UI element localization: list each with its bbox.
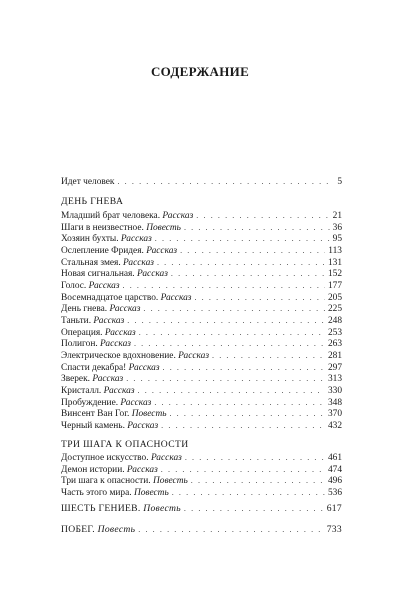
dot-leader	[184, 222, 330, 234]
entry-title: Хозяин бухты. Рассказ	[61, 234, 152, 245]
entry-title: Часть этого мира. Повесть	[61, 487, 169, 498]
toc-entry	[61, 245, 342, 257]
entry-title: Идет человек	[61, 177, 115, 187]
toc-entry	[61, 487, 342, 499]
entry-genre: Рассказ	[178, 350, 210, 361]
toc-entry	[61, 222, 342, 234]
page-title: СОДЕРЖАНИЕ	[150, 64, 250, 79]
dot-leader	[123, 280, 325, 292]
dot-leader	[139, 327, 325, 339]
entry-page: 330	[327, 385, 342, 396]
toc-entry	[61, 464, 342, 476]
toc-section-3	[61, 503, 342, 515]
toc-section-2	[61, 452, 342, 499]
toc-section-1	[61, 210, 342, 431]
entry-genre: Рассказ	[150, 453, 182, 463]
toc-entry	[61, 257, 342, 269]
entry-page: 263	[327, 339, 342, 350]
entry-title: Ослепление Фридея. Рассказ	[61, 245, 178, 256]
entry-page: 113	[328, 245, 342, 256]
entry-title: Кристалл. Рассказ	[61, 385, 135, 396]
entry-page: 474	[327, 464, 342, 475]
entry-page: 248	[327, 315, 342, 326]
toc-entry	[61, 338, 342, 350]
dot-leader	[163, 362, 325, 374]
toc-intro	[61, 176, 342, 188]
entry-genre: Рассказ	[160, 292, 192, 303]
toc-entry	[61, 373, 342, 385]
entry-title: Восемнадцатое царство. Рассказ	[61, 292, 192, 303]
toc-entry	[61, 292, 342, 304]
dot-leader	[138, 385, 325, 397]
entry-page: 152	[327, 269, 342, 280]
dot-leader	[184, 503, 324, 515]
entry-page: 205	[327, 292, 342, 303]
entry-genre: Рассказ	[123, 257, 154, 268]
entry-genre: Повесть	[133, 487, 169, 498]
entry-title: Пробуждение. Рассказ	[61, 397, 152, 408]
entry-title: Черный камень. Рассказ	[61, 420, 159, 431]
dot-leader	[185, 452, 325, 464]
entry-genre: Рассказ	[128, 362, 160, 373]
toc-entry	[61, 452, 342, 464]
dot-leader	[134, 338, 325, 350]
entry-title: Новая сигнальная. Рассказ	[61, 269, 168, 280]
entry-genre: Рассказ	[92, 374, 124, 385]
entry-genre: Повесть	[97, 524, 136, 535]
dot-leader	[212, 350, 325, 362]
entry-title: Доступное искусство. Рассказ	[61, 453, 182, 463]
entry-title: Зверек. Рассказ	[61, 374, 124, 385]
toc-entry	[61, 303, 342, 315]
entry-page: 5	[337, 177, 342, 187]
entry-title: Три шага к опасности. Повесть	[61, 476, 188, 487]
toc-entry	[61, 210, 342, 222]
entry-title: Таньти. Рассказ	[61, 315, 125, 326]
entry-page: 370	[327, 409, 342, 420]
dot-leader	[117, 176, 334, 188]
toc-entry	[61, 475, 342, 487]
entry-genre: Рассказ	[120, 234, 152, 245]
entry-title: Голос. Рассказ	[61, 280, 120, 291]
entry-page: 297	[327, 362, 342, 373]
toc-entry	[61, 280, 342, 292]
entry-page: 21	[332, 211, 342, 221]
entry-title: Демон истории. Рассказ	[61, 464, 158, 475]
section-heading: ДЕНЬ ГНЕВА	[61, 196, 124, 207]
dot-leader	[126, 373, 325, 385]
dot-leader	[172, 487, 325, 499]
toc-entry	[61, 233, 342, 245]
toc-entry	[61, 176, 342, 188]
entry-page: 733	[326, 524, 342, 535]
entry-page: 496	[327, 476, 342, 487]
dot-leader	[127, 315, 325, 327]
entry-title: Винсент Ван Гог. Повесть	[61, 409, 167, 420]
toc-entry	[61, 327, 342, 339]
entry-page: 432	[327, 420, 342, 431]
entry-genre: Рассказ	[100, 339, 131, 350]
entry-genre: Рассказ	[162, 211, 194, 221]
entry-genre: Рассказ	[120, 397, 152, 408]
entry-genre: Повесть	[143, 503, 181, 514]
entry-genre: Рассказ	[127, 420, 159, 431]
toc-entry	[61, 397, 342, 409]
toc-section-4	[61, 524, 342, 536]
entry-title: Стальная змея. Рассказ	[61, 257, 154, 268]
entry-page: 36	[332, 222, 342, 233]
entry-page: 461	[327, 453, 342, 463]
entry-title: Полигон. Рассказ	[61, 339, 131, 350]
entry-title: ШЕСТЬ ГЕНИЕВ. Повесть	[61, 503, 181, 514]
entry-genre: Рассказ	[109, 304, 141, 315]
toc-entry	[61, 315, 342, 327]
entry-genre: Повесть	[152, 476, 188, 487]
entry-title: Электрическое вдохновение. Рассказ	[61, 350, 210, 361]
entry-page: 313	[327, 374, 342, 385]
entry-genre: Рассказ	[88, 280, 120, 291]
dot-leader	[161, 464, 325, 476]
entry-title: ПОБЕГ. Повесть	[61, 524, 136, 535]
entry-genre: Повесть	[131, 409, 167, 420]
entry-page: 348	[327, 397, 342, 408]
entry-genre: Рассказ	[103, 385, 135, 396]
toc-entry	[61, 350, 342, 362]
dot-leader	[191, 475, 325, 487]
dot-leader	[157, 257, 325, 269]
entry-page: 225	[327, 304, 342, 315]
entry-genre: Рассказ	[126, 464, 158, 475]
entry-title: Младший брат человека. Рассказ	[61, 211, 194, 221]
dot-leader	[194, 292, 324, 304]
entry-genre: Рассказ	[146, 245, 178, 256]
entry-genre: Повесть	[146, 222, 181, 233]
entry-genre: Рассказ	[93, 315, 125, 326]
entry-genre: Рассказ	[137, 269, 168, 280]
entry-page: 177	[327, 280, 342, 291]
dot-leader	[161, 420, 325, 432]
entry-page: 536	[327, 487, 342, 498]
entry-title: Операция. Рассказ	[61, 327, 136, 338]
dot-leader	[196, 210, 329, 222]
entry-genre: Рассказ	[104, 327, 136, 338]
entry-page: 617	[326, 503, 342, 514]
dot-leader	[155, 233, 330, 245]
entry-page: 281	[327, 350, 342, 361]
toc-entry	[61, 503, 342, 515]
toc-entry	[61, 408, 342, 420]
toc-entry	[61, 420, 342, 432]
dot-leader	[169, 408, 324, 420]
toc-entry	[61, 524, 342, 536]
dot-leader	[154, 397, 325, 409]
toc-entry	[61, 385, 342, 397]
dot-leader	[171, 268, 325, 280]
section-heading: ТРИ ШАГА К ОПАСНОСТИ	[61, 439, 189, 450]
toc-entry	[61, 362, 342, 374]
dot-leader	[180, 245, 325, 257]
dot-leader	[138, 524, 323, 536]
entry-title: Шаги в неизвестное. Повесть	[61, 222, 181, 233]
entry-page: 253	[327, 327, 342, 338]
entry-title: День гнева. Рассказ	[61, 304, 141, 315]
entry-page: 131	[327, 257, 342, 268]
toc-entry	[61, 268, 342, 280]
dot-leader	[143, 303, 325, 315]
entry-title: Спасти декабра! Рассказ	[61, 362, 160, 373]
entry-page: 95	[332, 234, 342, 245]
